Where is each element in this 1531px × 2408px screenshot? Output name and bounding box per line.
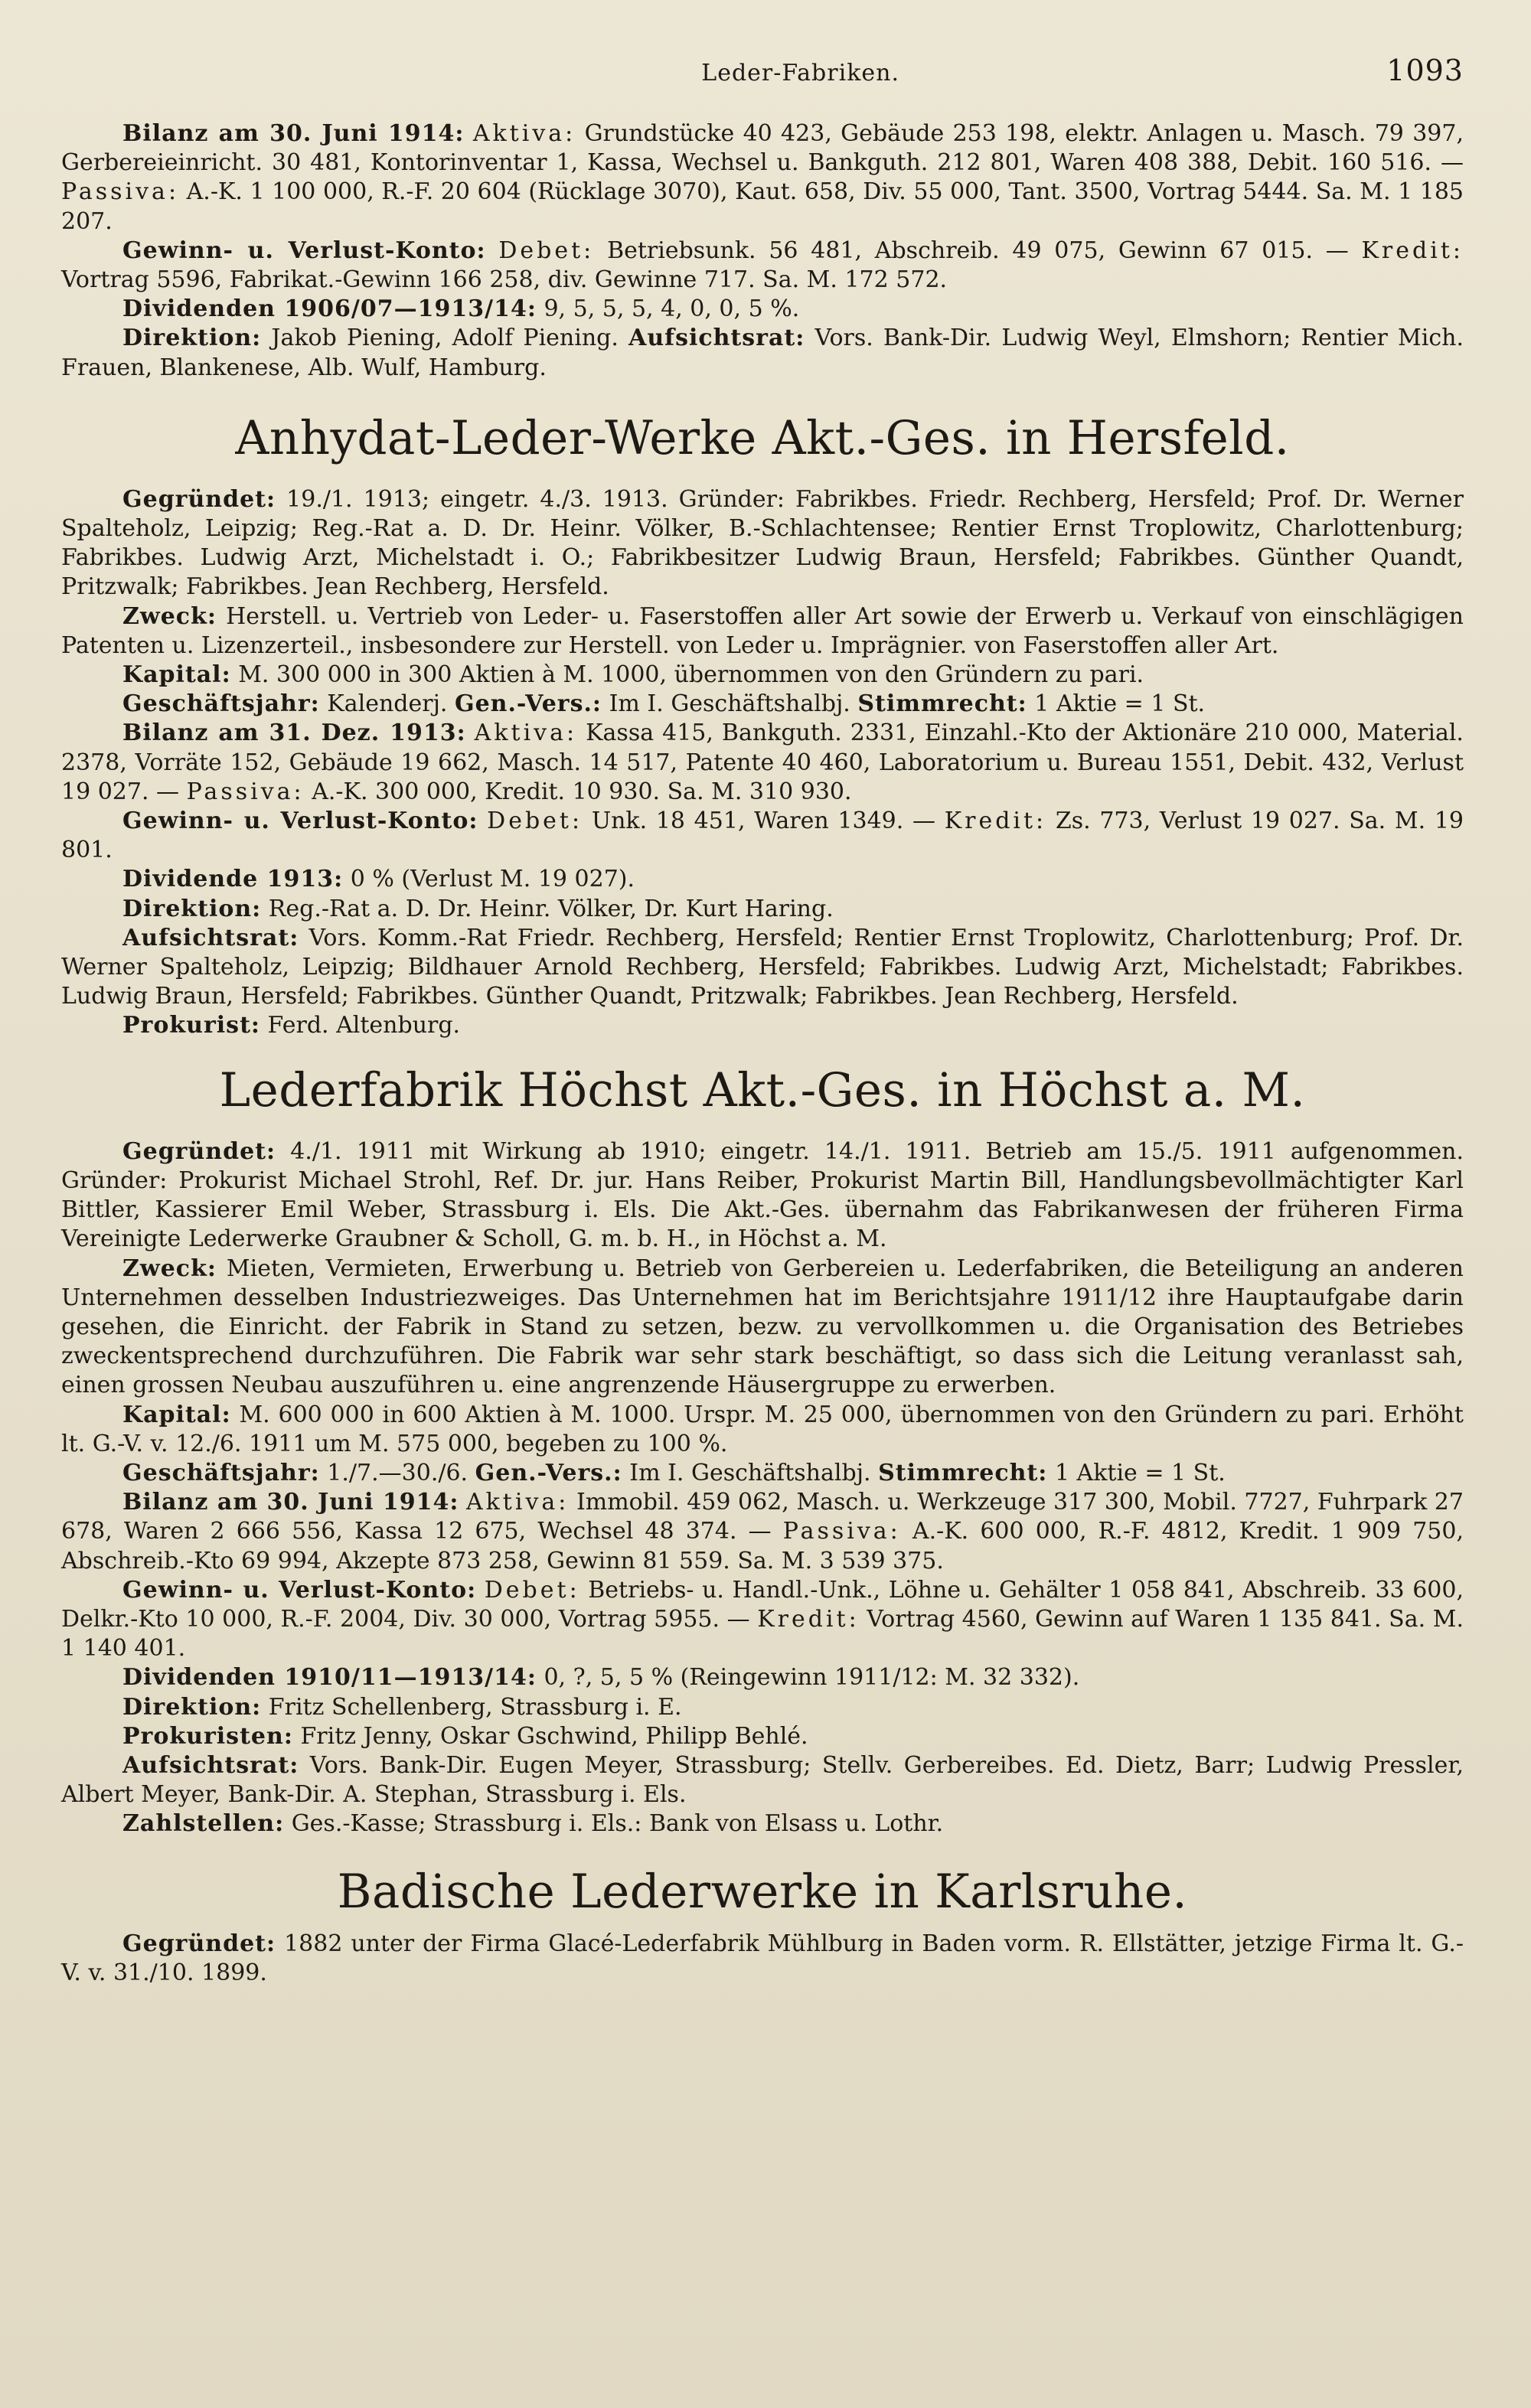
hoechst-kapital-text: M. 600 000 in 600 Aktien à M. 1000. Urspr. M. 25 000, übernommen von den Gründern zu pari. Erhöht lt. G.-V. v. 12./6. 1911 um M. 575 000, begeben zu 100 %. xyxy=(61,1401,1464,1457)
company-title-anhydat: Anhydat-Leder-Werke Akt.-Ges. in Hersfeld. xyxy=(235,410,1290,465)
anhydat-bilanz-label: Bilanz am 31. Dez. 1913: xyxy=(122,719,466,747)
intro-aufsichtsrat-text: Vors. Bank-Dir. Ludwig Weyl, Elmshorn; Rentier Mich. Frauen, Blankenese, Alb. Wulf, Hamburg. xyxy=(61,325,1464,381)
hoechst-direktion-label: Direktion: xyxy=(122,1693,262,1721)
anhydat-bilanz-text: Kassa 415, Bankguth. 2331, Einzahl.-Kto der Aktionäre 210 000, Material. 2378, Vorräte 152, Gebäude 19 662, Masch. 14 517, Patente 40 460, Laboratorium u. Bureau 1551, Debit. 432, Verlust 19 027. — xyxy=(61,719,1464,805)
anhydat-gj-text: Kalenderj. xyxy=(327,690,448,718)
hoechst-dividenden-text: 0, ?, 5, 5 % (Reingewinn 1911/12: M. 32 332). xyxy=(544,1664,1080,1692)
hoechst-zahlstellen-label: Zahlstellen: xyxy=(122,1810,285,1838)
hoechst-bilanz-passiva-text: A.-K. 600 000, R.-F. 4812, Kredit. 1 909 750, Abschreib.-Kto 69 994, Akzepte 873 258, Gewinn 81 559. Sa. M. 3 539 375. xyxy=(61,1518,1464,1574)
anhydat-gewinn-kredit-label: Kredit: xyxy=(944,808,1047,835)
intro-direktion-label: Direktion: xyxy=(122,325,262,352)
intro-bilanz-text: Grundstücke 40 423, Gebäude 253 198, elektr. Anlagen u. Masch. 79 397, Gerbereieinricht. 30 481, Kontorinventar 1, Kassa, Wechsel u. Bankguth. 212 801, Waren 408 388, Debit. 160 516. — xyxy=(61,120,1464,177)
running-head-title: Leder-Fabriken. xyxy=(701,60,899,86)
hoechst-gegruendet-label: Gegründet: xyxy=(122,1137,276,1165)
hoechst-gewinn-kredit-text: Vortrag 4560, Gewinn auf Waren 1 135 841. Sa. M. 1 140 401. xyxy=(61,1605,1464,1662)
hoechst-prokuristen-text: Fritz Jenny, Oskar Gschwind, Philipp Behlé. xyxy=(300,1722,808,1750)
intro-bilanz-label: Bilanz am 30. Juni 1914: xyxy=(122,120,465,147)
hoechst-geschaeftsjahr xyxy=(61,1459,1464,1488)
intro-direktion-text: Jakob Piening, Adolf Piening. xyxy=(271,325,619,352)
company-entry-hoechst xyxy=(61,1137,1464,1839)
anhydat-kapital-label: Kapital: xyxy=(122,661,231,689)
anhydat-bilanz-passiva-text: A.-K. 300 000, Kredit. 10 930. Sa. M. 310 930. xyxy=(312,778,852,805)
hoechst-bilanz-aktiva-label: Aktiva: xyxy=(465,1489,570,1516)
anhydat-aufsichtsrat xyxy=(61,924,1464,1012)
anhydat-gewinn-debet-label: Debet: xyxy=(487,808,583,835)
intro-gewinn-kredit-text: Vortrag 5596, Fabrikat.-Gewinn 166 258, div. Gewinne 717. Sa. M. 172 572. xyxy=(61,266,948,294)
anhydat-bilanz-aktiva-label: Aktiva: xyxy=(474,719,578,747)
intro-gewinn-debet-label: Debet: xyxy=(498,237,595,264)
anhydat-genvers-label: Gen.-Vers.: xyxy=(454,690,602,718)
intro-gewinn-kredit-label: Kredit: xyxy=(1361,237,1464,264)
anhydat-aufsichtsrat-text: Vors. Komm.-Rat Friedr. Rechberg, Hersfeld; Rentier Ernst Troplowitz, Charlottenburg; Prof. Dr. Werner Spalteholz, Leipzig; Bildhauer Arnold Rechberg, Hersfeld; Fabrikbes. Ludwig Arzt, Michelstadt; Fabrikbes. Ludwig Braun, Hersfeld; Fabrikbes. Günther Quandt, Pritzwalk; Fabrikbes. Jean Rechberg, Hersfeld. xyxy=(61,924,1464,1010)
anhydat-zweck xyxy=(61,602,1464,661)
intro-bilanz xyxy=(61,119,1464,237)
anhydat-prokurist xyxy=(61,1011,1464,1040)
anhydat-gegruendet-label: Gegründet: xyxy=(122,485,276,513)
company-entry-anhydat xyxy=(61,485,1464,1041)
company-title-hoechst: Lederfabrik Höchst Akt.-Ges. in Höchst a. M. xyxy=(219,1062,1306,1118)
anhydat-aufsichtsrat-label: Aufsichtsrat: xyxy=(122,924,299,951)
intro-bilanz-aktiva-label: Aktiva: xyxy=(472,120,576,147)
badische-gegruendet-label: Gegründet: xyxy=(122,1930,276,1957)
hoechst-genvers-text: Im I. Geschäftshalbj. xyxy=(629,1459,871,1486)
anhydat-gegruendet xyxy=(61,485,1464,602)
anhydat-genvers-text: Im I. Geschäftshalbj. xyxy=(609,690,850,718)
hoechst-gegruendet-text: 4./1. 1911 mit Wirkung ab 1910; eingetr. 14./1. 1911. Betrieb am 15./5. 1911 aufgenommen. Gründer: Prokurist Michael Strohl, Ref. Dr. jur. Hans Reiber, Prokurist Martin Bill, Handlungsbevollmächtigter Karl Bittler, Kassierer Emil Weber, Strassburg i. Els. Die Akt.-Ges. übernahm das Fabrikanwesen der früheren Firma Vereinigte Lederwerke Graubner & Scholl, G. m. b. H., in Höchst a. M. xyxy=(61,1137,1464,1253)
anhydat-bilanz-passiva-label: Passiva: xyxy=(186,778,305,805)
hoechst-gj-text: 1./7.—30./6. xyxy=(327,1459,468,1486)
hoechst-gewinn-debet-label: Debet: xyxy=(484,1576,580,1604)
hoechst-genvers-label: Gen.-Vers.: xyxy=(475,1459,622,1486)
anhydat-zweck-text: Herstell. u. Vertrieb von Leder- u. Faserstoffen aller Art sowie der Erwerb u. Verkauf von einschlägigen Patenten u. Lizenzerteil., insbesondere zur Herstell. von Leder u. Imprägnier. von Faserstoffen aller Art. xyxy=(61,602,1464,659)
intro-direktion xyxy=(61,324,1464,382)
hoechst-kapital-label: Kapital: xyxy=(122,1401,231,1428)
anhydat-direktion xyxy=(61,895,1464,924)
intro-bilanz-passiva-label: Passiva: xyxy=(61,178,180,206)
anhydat-prokurist-text: Ferd. Altenburg. xyxy=(267,1012,461,1039)
hoechst-zahlstellen xyxy=(61,1809,1464,1839)
hoechst-stimmrecht-text: 1 Aktie = 1 St. xyxy=(1054,1459,1226,1486)
intro-bilanz-passiva-text: A.-K. 1 100 000, R.-F. 20 604 (Rücklage 3070), Kaut. 658, Div. 55 000, Tant. 3500, Vortrag 5444. Sa. M. 1 185 207. xyxy=(61,178,1464,235)
page-number: 1093 xyxy=(1386,54,1464,87)
anhydat-geschaeftsjahr xyxy=(61,690,1464,719)
hoechst-aufsichtsrat-label: Aufsichtsrat: xyxy=(122,1751,299,1779)
intro-aufsichtsrat-label: Aufsichtsrat: xyxy=(628,325,805,352)
hoechst-bilanz-label: Bilanz am 30. Juni 1914: xyxy=(122,1489,459,1516)
hoechst-dividenden-label: Dividenden 1910/11—1913/14: xyxy=(122,1664,537,1692)
hoechst-gewinn-label: Gewinn- u. Verlust-Konto: xyxy=(122,1576,477,1604)
hoechst-dividenden xyxy=(61,1663,1464,1692)
hoechst-stimmrecht-label: Stimmrecht: xyxy=(878,1459,1048,1486)
intro-dividenden xyxy=(61,295,1464,324)
anhydat-dividende-label: Dividende 1913: xyxy=(122,866,344,893)
anhydat-direktion-text: Reg.-Rat a. D. Dr. Heinr. Völker, Dr. Kurt Haring. xyxy=(268,895,834,922)
hoechst-bilanz-text: Immobil. 459 062, Masch. u. Werkzeuge 317 300, Mobil. 7727, Fuhrpark 27 678, Waren 2 666 556, Kassa 12 675, Wechsel 48 374. — xyxy=(61,1489,1464,1545)
hoechst-gegruendet xyxy=(61,1137,1464,1255)
hoechst-zweck-text: Mieten, Vermieten, Erwerbung u. Betrieb von Gerbereien u. Lederfabriken, die Beteiligung an anderen Unternehmen desselben Industriezweiges. Das Unternehmen hat im Berichtsjahre 1911/12 ihre Hauptaufgabe darin gesehen, die Einricht. der Fabrik in Stand zu setzen, bezw. zu vervollkommen u. die Organisation des Betriebes zweckentsprechend durchzuführen. Die Fabrik war sehr stark beschäftigt, so dass sich die Leitung veranlasst sah, einen grossen Neubau auszuführen u. eine angrenzende Häusergruppe zu erwerben. xyxy=(61,1255,1464,1399)
intro-continuation xyxy=(61,119,1464,383)
intro-gewinn-debet-text: Betriebsunk. 56 481, Abschreib. 49 075, Gewinn 67 015. — xyxy=(607,237,1349,264)
intro-dividenden-text: 9, 5, 5, 5, 4, 0, 0, 5 %. xyxy=(544,295,800,323)
anhydat-gegruendet-text: 19./1. 1913; eingetr. 4./3. 1913. Gründer: Fabrikbes. Friedr. Rechberg, Hersfeld; Prof. Dr. Werner Spalteholz, Leipzig; Reg.-Rat a. D. Dr. Heinr. Völker, B.-Schlachtensee; Rentier Ernst Troplowitz, Charlottenburg; Fabrikbes. Ludwig Arzt, Michelstadt i. O.; Fabrikbesitzer Ludwig Braun, Hersfeld; Fabrikbes. Günther Quandt, Pritzwalk; Fabrikbes. Jean Rechberg, Hersfeld. xyxy=(61,485,1464,601)
hoechst-direktion xyxy=(61,1693,1464,1722)
anhydat-bilanz xyxy=(61,719,1464,807)
anhydat-stimmrecht-label: Stimmrecht: xyxy=(857,690,1027,718)
anhydat-gewinn xyxy=(61,807,1464,865)
hoechst-prokuristen xyxy=(61,1722,1464,1751)
hoechst-bilanz xyxy=(61,1488,1464,1576)
badische-gegruendet-text: 1882 unter der Firma Glacé-Lederfabrik Mühlburg in Baden vorm. R. Ellstätter, jetzige Firma lt. G.-V. v. 31./10. 1899. xyxy=(61,1930,1464,1986)
hoechst-prokuristen-label: Prokuristen: xyxy=(122,1722,293,1750)
hoechst-gj-label: Geschäftsjahr: xyxy=(122,1459,320,1486)
hoechst-bilanz-passiva-label: Passiva: xyxy=(782,1518,901,1545)
hoechst-zweck-label: Zweck: xyxy=(122,1255,217,1282)
hoechst-kapital xyxy=(61,1401,1464,1459)
anhydat-gewinn-debet-text: Unk. 18 451, Waren 1349. — xyxy=(591,808,935,835)
badische-gegruendet xyxy=(61,1930,1464,1988)
anhydat-stimmrecht-text: 1 Aktie = 1 St. xyxy=(1034,690,1206,718)
company-entry-badische xyxy=(61,1930,1464,1988)
anhydat-zweck-label: Zweck: xyxy=(122,602,217,630)
hoechst-direktion-text: Fritz Schellenberg, Strassburg i. E. xyxy=(268,1693,682,1721)
hoechst-zweck xyxy=(61,1255,1464,1401)
intro-gewinn xyxy=(61,237,1464,295)
anhydat-gewinn-kredit-text: Zs. 773, Verlust 19 027. Sa. M. 19 801. xyxy=(61,808,1464,864)
hoechst-aufsichtsrat xyxy=(61,1751,1464,1809)
hoechst-aufsichtsrat-text: Vors. Bank-Dir. Eugen Meyer, Strassburg; Stellv. Gerbereibes. Ed. Dietz, Barr; Ludwig Pressler, Albert Meyer, Bank-Dir. A. Stephan, Strassburg i. Els. xyxy=(61,1751,1464,1809)
intro-gewinn-label: Gewinn- u. Verlust-Konto: xyxy=(122,237,486,264)
anhydat-kapital-text: M. 300 000 in 300 Aktien à M. 1000, übernommen von den Gründern zu pari. xyxy=(238,661,1144,689)
anhydat-gewinn-label: Gewinn- u. Verlust-Konto: xyxy=(122,808,478,835)
anhydat-dividende-text: 0 % (Verlust M. 19 027). xyxy=(350,866,635,893)
intro-dividenden-label: Dividenden 1906/07—1913/14: xyxy=(122,295,537,323)
hoechst-gewinn xyxy=(61,1576,1464,1664)
anhydat-kapital xyxy=(61,661,1464,690)
hoechst-gewinn-kredit-label: Kredit: xyxy=(757,1605,860,1633)
company-title-badische: Badische Lederwerke in Karlsruhe. xyxy=(337,1864,1188,1919)
anhydat-direktion-label: Direktion: xyxy=(122,895,262,922)
anhydat-dividende xyxy=(61,865,1464,894)
anhydat-prokurist-label: Prokurist: xyxy=(122,1012,260,1039)
hoechst-gewinn-debet-text: Betriebs- u. Handl.-Unk., Löhne u. Gehälter 1 058 841, Abschreib. 33 600, Delkr.-Kto 10 000, R.-F. 2004, Div. 30 000, Vortrag 5955. — xyxy=(61,1576,1464,1633)
anhydat-gj-label: Geschäftsjahr: xyxy=(122,690,320,718)
hoechst-zahlstellen-text: Ges.-Kasse; Strassburg i. Els.: Bank von Elsass u. Lothr. xyxy=(291,1810,944,1838)
running-head xyxy=(61,54,1464,89)
